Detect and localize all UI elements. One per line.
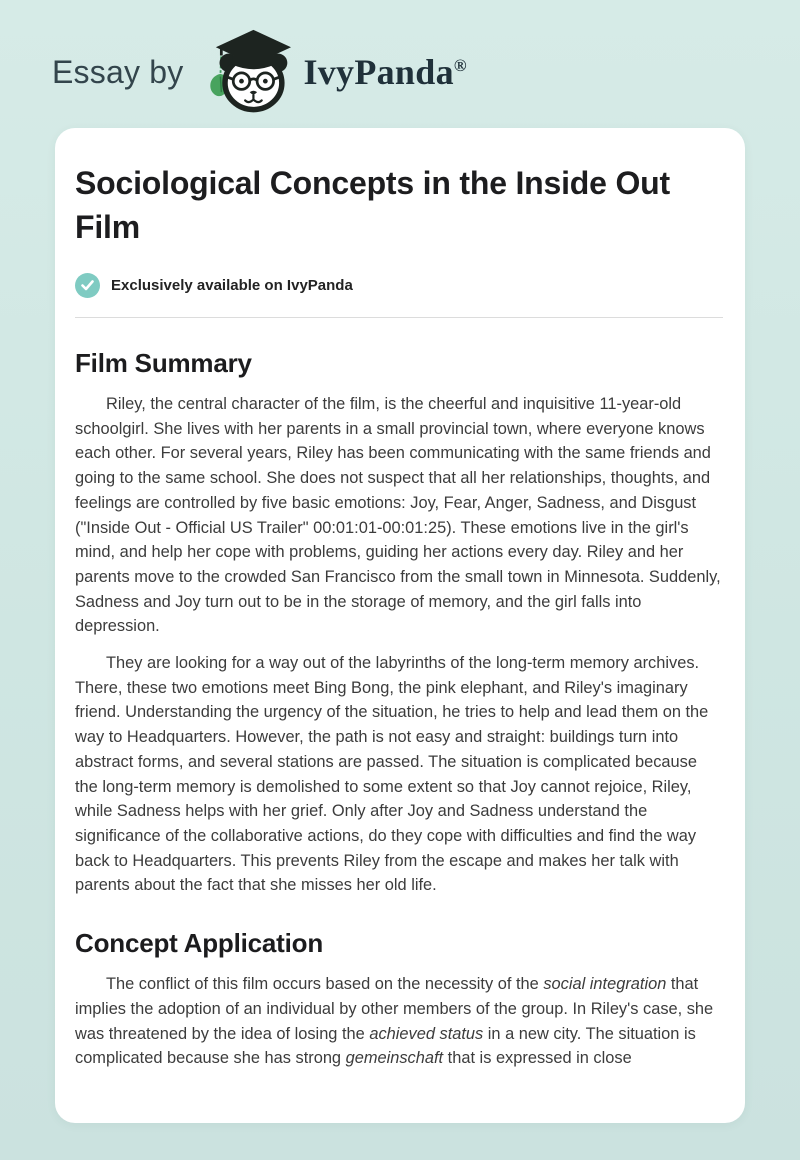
paragraph: They are looking for a way out of the labyrinths of the long-term memory archives. There, these two emotions meet Bing Bong, the pink elephant, and Riley's imaginary friend. Understanding the urgency of the situation, he tries to help and lead them on the way to Headquarters. However, the path is not easy and straight: buildings turn into abstract forms, and several stations are passed. The situation is complicated because the long-term memory is demolished to some extent so that Joy cannot rejoice, Riley, while Sadness helps with her grief. Only after Joy and Sadness understand the significance of the collaborative actions, do they cope with difficulties and find the way back to Headquarters. This prevents Riley from the escape and makes her talk with parents about the fact that she misses her old life. [75,654,709,895]
brand-name [303,51,466,93]
paragraph: Riley, the central character of the film, is the cheerful and inquisitive 11-year-old schoolgirl. She lives with her parents in a small provincial town, where everyone knows each other. For several years, Riley has been communicating with the same friends and going to the same school. She does not suspect that all her relationships, thoughts, and feelings are controlled by five basic emotions: Joy, Fear, Anger, Sadness, and Disgust ("Inside Out - Official US Trailer" 00:01:01-00:01:25). These emotions live in the girl's mind, and help her cope with problems, guiding her actions every day. Riley and her parents move to the crowded San Francisco from the small town in Minnesota. Suddenly, Sadness and Joy turn out to be in the storage of memory, and the girl falls into depression. [75,395,721,636]
essay-by-label: Essay by [52,53,184,90]
ivypanda-panda-logo [201,28,293,116]
exclusive-badge [75,273,723,298]
page-title: Sociological Concepts in the Inside Out Film [75,165,670,245]
paragraph: The conflict of this film occurs based on the necessity of the social integration that implies the adoption of an individual by other members of the group. In Riley's case, she was threatened by the idea of losing the achieved status in a new city. The situation is complicated because she has strong gemeinschaft that is expressed in close [75,975,714,1068]
section-heading: Concept Application [75,928,324,959]
brand-text: IvyPanda [303,52,454,92]
badge-label: Exclusively available on IvyPanda [111,277,353,295]
registered-mark: ® [453,56,467,75]
site-header [0,0,800,118]
section-heading: Film Summary [75,348,252,379]
essay-card [55,128,745,1123]
checkmark-icon [75,273,100,298]
article-sections [75,348,723,1071]
divider [75,317,723,318]
panda-graduate-icon [201,28,293,116]
